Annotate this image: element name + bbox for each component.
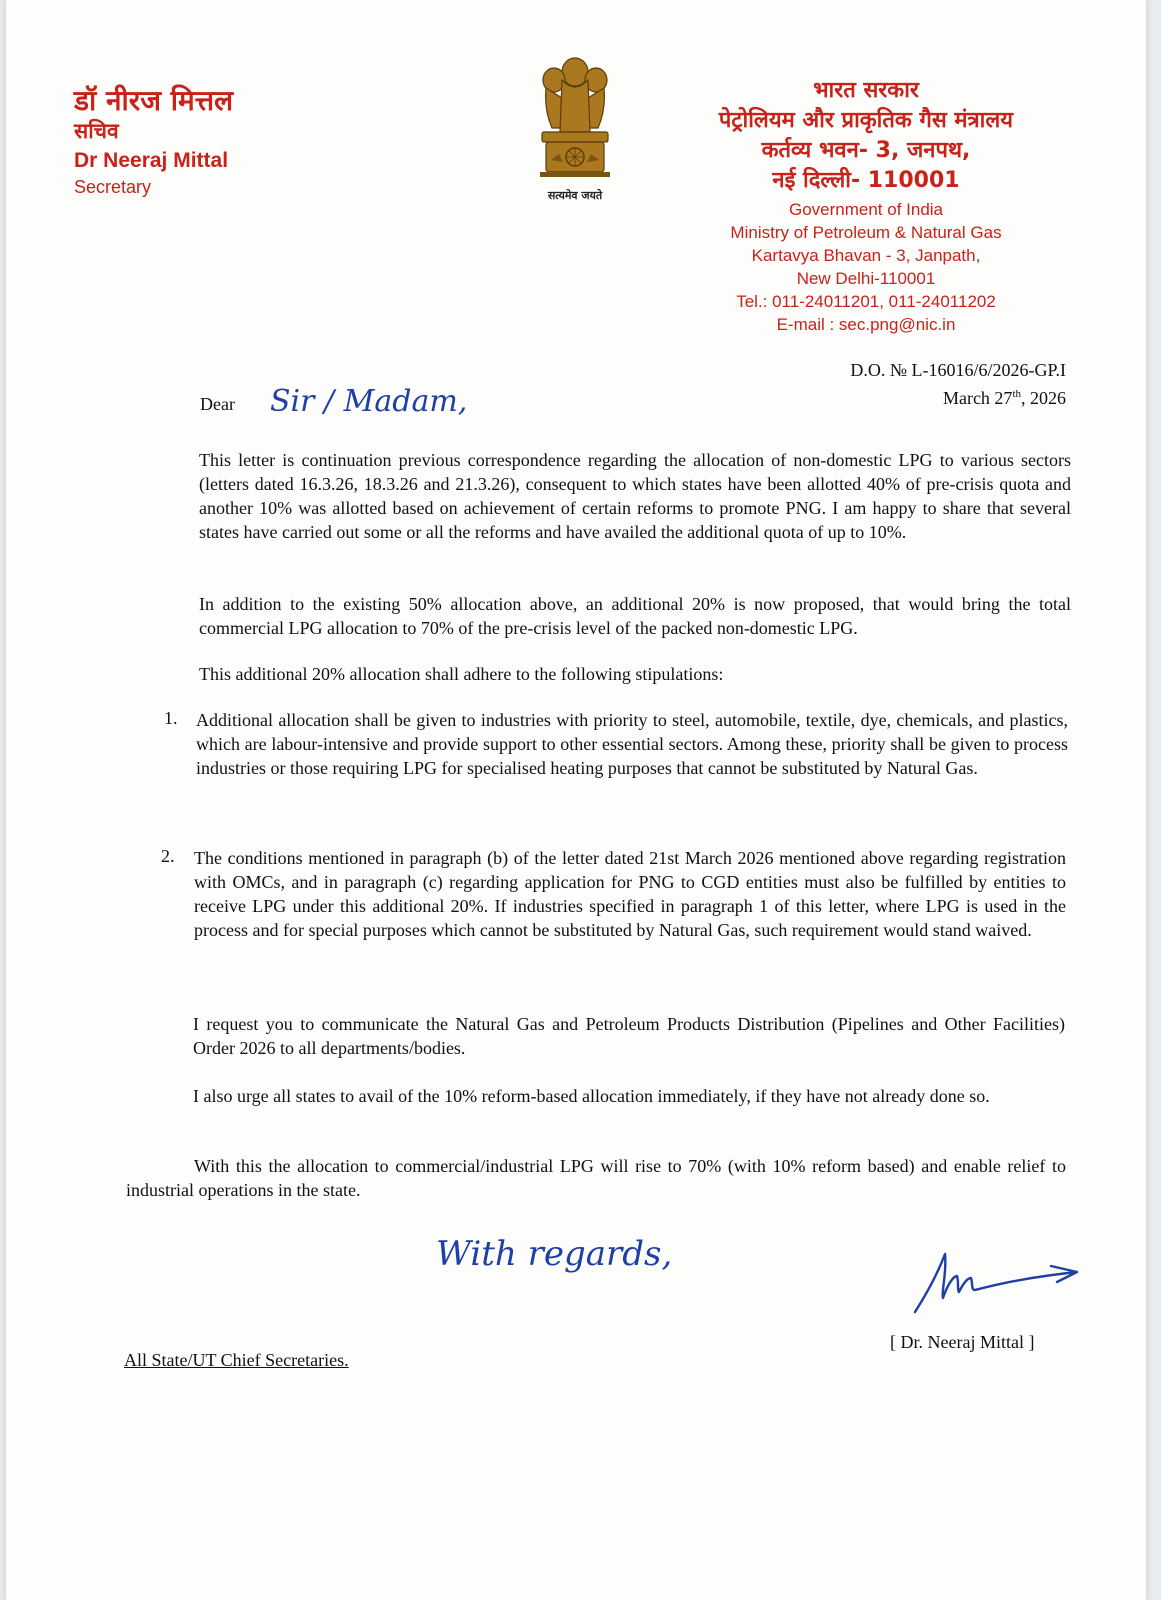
office-english-line: Kartavya Bhavan - 3, Janpath, <box>751 246 981 265</box>
paragraph-3: This additional 20% allocation shall adhere to the following stipulations: <box>199 664 724 684</box>
sender-block <box>74 84 233 198</box>
handwritten-regards: With regards, <box>436 1234 673 1274</box>
office-english-line: Ministry of Petroleum & Natural Gas <box>730 223 1002 242</box>
reference-block <box>850 358 1066 410</box>
state-emblem <box>524 50 626 210</box>
signatory-name: [ Dr. Neeraj Mittal ] <box>890 1332 1035 1352</box>
addressee-line: All State/UT Chief Secretaries. <box>124 1350 349 1370</box>
office-hindi-line: पेट्रोलियम और प्राकृतिक गैस मंत्रालय <box>718 108 1014 133</box>
office-english-line: New Delhi-110001 <box>796 269 936 288</box>
paragraph-2: In addition to the existing 50% allocation above, an additional 20% is now proposed, that would bring the total commercial LPG allocation to 70% of the pre-crisis level of the packed non-domestic LPG. <box>199 594 1071 638</box>
office-hindi-line: नई दिल्ली- 110001 <box>772 168 960 193</box>
date-ordinal: th <box>1012 388 1021 400</box>
list-number: 2. <box>161 846 175 866</box>
office-hindi-line: कर्तव्य भवन- 3, जनपथ, <box>761 138 971 163</box>
office-hindi-line: भारत सरकार <box>813 78 919 103</box>
office-english-line: Government of India <box>788 200 944 219</box>
sender-english-name: Dr Neeraj Mittal <box>74 149 229 172</box>
date-month-day: March 27 <box>942 388 1013 408</box>
salutation-dear: Dear <box>200 394 235 414</box>
signature-icon <box>911 1246 1081 1318</box>
list-number: 1. <box>164 708 178 728</box>
sender-hindi-title: सचिव <box>74 119 119 143</box>
sender-hindi-name: डॉ नीरज मित्तल <box>74 84 234 117</box>
state-emblem-icon <box>524 50 626 190</box>
sender-english-title: Secretary <box>74 177 152 197</box>
office-email-line: E-mail : sec.png@nic.in <box>776 315 956 334</box>
office-english-line: Tel.: 011-24011201, 011-24011202 <box>736 292 996 311</box>
date-year: , 2026 <box>1021 388 1066 408</box>
ministry-address-block <box>656 76 1076 336</box>
paragraph-4: I request you to communicate the Natural Gas and Petroleum Products Distribution (Pipelines and Other Facilities) Order 2026 to all departments/bodies. <box>193 1014 1065 1058</box>
paragraph-5: I also urge all states to avail of the 10% reform-based allocation immediately, if they have not already done so. <box>193 1086 990 1106</box>
stipulation-1: Additional allocation shall be given to industries with priority to steel, automobile, textile, dye, chemicals, and plastics, which are labour-intensive and provide support to other essential sectors. Among these, priority shall be given to process industries or those requiring LPG for specialised heating purposes that cannot be substituted by Natural Gas. <box>196 710 1068 778</box>
emblem-motto: सत्यमेव जयते <box>547 189 603 202</box>
reference-number: D.O. № L-16016/6/2026-GP.I <box>850 360 1066 380</box>
letter-date <box>850 382 1066 410</box>
paragraph-6: With this the allocation to commercial/industrial LPG will rise to 70% (with 10% reform based) and enable relief to industrial operations in the state. <box>126 1156 1066 1200</box>
paragraph-1: This letter is continuation previous correspondence regarding the allocation of non-domestic LPG to various sectors (letters dated 16.3.26, 18.3.26 and 21.3.26), consequent to which states have been allotted 40% of pre-crisis quota and another 10% was allotted based on achievement of certain reforms to promote PNG. I am happy to share that several states have carried out some or all the reforms and have availed the additional quota of up to 10%. <box>199 450 1071 542</box>
handwritten-salutation: Sir / Madam, <box>270 384 468 419</box>
stipulation-2: The conditions mentioned in paragraph (b) of the letter dated 21st March 2026 mentioned above regarding registration with OMCs, and in paragraph (c) regarding application for PNG to CGD entities must also be fulfilled by entities to receive LPG under this additional 20%. If industries specified in paragraph 1 of this letter, where LPG is used in the process and for special purposes which cannot be substituted by Natural Gas, such requirement would stand waived. <box>194 848 1066 940</box>
letter-page <box>6 0 1146 1600</box>
